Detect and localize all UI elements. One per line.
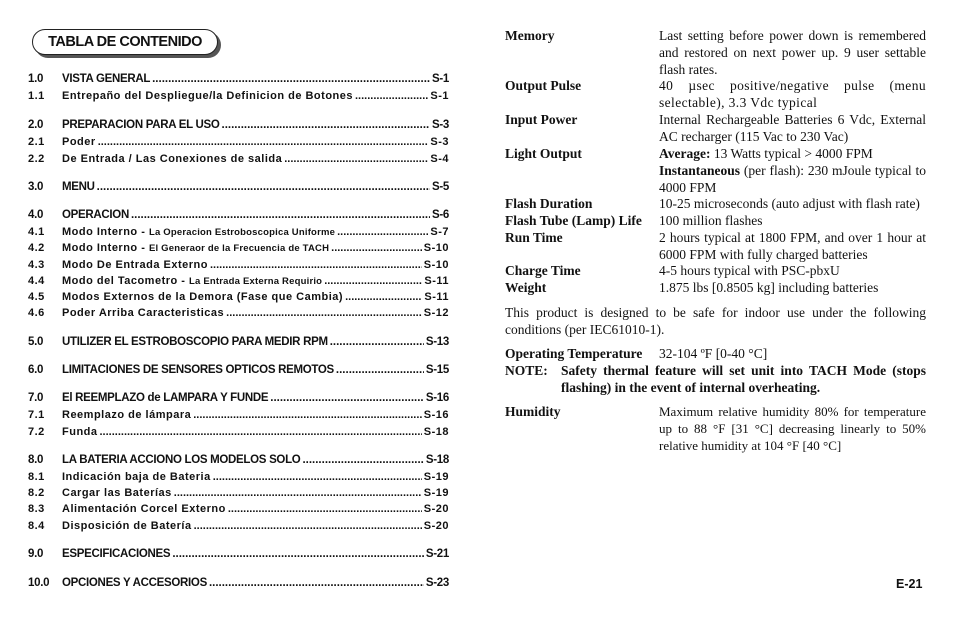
toc-title-text [62,364,334,376]
toc-number: 6.0 [28,364,44,376]
toc-number: 7.2 [28,426,45,438]
toc-title-main: PREPARACION PARA EL USO [62,119,220,131]
toc-page-ref: S-10 [423,259,449,271]
toc-number: 4.0 [28,209,44,221]
toc-title-text [62,409,191,421]
toc-leader-dots [174,487,422,499]
toc-leader-dots [152,73,430,85]
toc-number: 8.0 [28,454,44,466]
spec-label: Input Power [505,112,578,127]
toc-page-ref: S-6 [432,209,449,221]
toc-row [28,548,449,560]
toc-page-ref: S-12 [423,307,449,319]
toc-number: 9.0 [28,548,44,560]
toc-row [28,307,449,319]
toc-row [28,259,449,271]
toc-title-main: Alimentación Corcel Externo [62,503,226,515]
toc-page-ref: S-20 [423,503,449,515]
toc-number: 7.0 [28,392,44,404]
spec-value: 4-5 hours typical with PSC-pbxU [659,263,840,278]
toc-page-ref: S-7 [430,226,449,238]
toc-number: 2.0 [28,119,44,131]
toc-title-text [62,426,98,438]
toc-page-ref: S-16 [423,409,449,421]
toc-page-ref: S-23 [425,577,449,589]
spec-value: 2 hours typical at 1800 FPM, and over 1 hour at 6000 FPM with fully charged batteries [659,230,926,262]
toc-row [28,226,449,238]
page-number: E-21 [896,577,923,591]
toc-row [28,487,449,499]
spec-label: Output Pulse [505,78,582,93]
toc-number: 4.2 [28,242,45,254]
toc-page-ref: S-11 [424,291,449,303]
toc-title-text [62,119,220,131]
toc-row [28,364,449,376]
note-text: Safety thermal feature will set unit into TACH Mode (stops flashing) in the event of internal overheating. [561,363,926,395]
toc-page-ref: S-18 [423,426,449,438]
toc-title-text [62,548,170,560]
toc-number: 8.3 [28,503,45,515]
toc-number: 7.1 [28,409,45,421]
toc-title-text [62,181,95,193]
toc-leader-dots [302,454,423,466]
toc-number: 4.5 [28,291,45,303]
toc-title-text [62,136,96,148]
toc-row [28,392,449,404]
toc-page-ref: S-5 [432,181,449,193]
toc-title-text [62,487,172,499]
toc-page-ref: S-1 [432,73,449,85]
toc-title-text [62,90,353,102]
toc-title: TABLA DE CONTENIDO [32,29,218,55]
toc-title-text [62,259,208,271]
toc-leader-dots [337,226,428,238]
toc-number: 1.0 [28,73,44,85]
toc-leader-dots [345,291,422,303]
spec-label: Flash Duration [505,196,593,211]
toc-title-main: Modo del Tacometro - [62,275,190,287]
spec-value: Last setting before power down is remembered and restored on next power up. 9 user settable flash rates. [659,28,926,77]
toc-title-sub: La Entrada Externa Requirio [189,276,323,287]
toc-title-main: LA BATERIA ACCIONO LOS MODELOS SOLO [62,454,301,466]
spec-label: Memory [505,28,555,43]
toc-row [28,209,449,221]
toc-number: 8.4 [28,520,45,532]
toc-page-ref: S-20 [423,520,449,532]
toc-title-sub: El Generaor de la Frecuencia de TACH [148,243,330,254]
instantaneous-label: Instantaneous [659,163,741,178]
toc-leader-dots [222,119,430,131]
toc-row [28,153,449,165]
toc-title-main: Modo Interno - [62,242,149,254]
toc-title-main: Modo De Entrada Externo [62,259,208,271]
spec-label: Run Time [505,230,563,245]
toc-title-sub: La Operacion Estroboscopica Uniforme [148,227,336,238]
average-value: 13 Watts typical > 4000 FPM [710,146,873,161]
toc-title-main: Poder [62,136,96,148]
toc-leader-dots [226,307,422,319]
toc-title-text [62,275,322,287]
toc-number: 4.4 [28,275,45,287]
toc-number: 5.0 [28,336,44,348]
toc-row [28,577,449,589]
toc-row [28,275,449,287]
toc-leader-dots [324,275,422,287]
toc-leader-dots [330,336,424,348]
spec-value: 40 µsec positive/negative pulse (menu selectable), 3.3 Vdc typical [659,78,926,110]
spec-value: 32-104 ºF [0-40 °C] [659,346,768,361]
toc-title-main: Poder Arriba Caracteristicas [62,307,225,319]
indoor-paragraph: This product is designed to be safe for indoor use under the following conditions (per IEC61010-1). [505,305,926,337]
toc-title-text [62,73,150,85]
toc-row [28,426,449,438]
toc-title-text [62,503,226,515]
spec-label: Flash Tube (Lamp) Life [505,213,642,228]
toc-title-main: Cargar las Baterías [62,487,172,499]
average-label: Average: [659,146,711,161]
toc-page-ref: S-19 [423,487,449,499]
toc-title-main: OPERACION [62,209,129,221]
toc-title-main: Entrepaño del Despliegue/la Definicion de Botones [62,90,353,102]
toc-page-ref: S-21 [425,548,449,560]
toc-title-text [62,209,129,221]
toc-leader-dots [100,426,422,438]
toc-leader-dots [98,136,429,148]
toc-title-main: VISTA GENERAL [62,73,151,85]
toc-title-main: Disposición de Batería [62,520,192,532]
toc-title-main: Modos Externos de la Demora (Fase que Cambia) [62,291,344,303]
toc-row [28,73,449,85]
spec-value: 10-25 microseconds (auto adjust with flash rate) [659,196,920,211]
toc-title-text [62,471,211,483]
toc-leader-dots [209,577,424,589]
toc-row [28,181,449,193]
toc-row [28,242,449,254]
toc-row [28,454,449,466]
toc-leader-dots [213,471,422,483]
toc-title-text [62,392,268,404]
toc-title-main: Modo Interno - [62,226,149,238]
spec-label: Operating Temperature [505,346,643,361]
spec-value: Internal Rechargeable Batteries 6 Vdc, External AC recharger (115 Vac to 230 Vac) [659,112,926,144]
toc-title-main: UTILIZER EL ESTROBOSCOPIO PARA MEDIR RPM [62,336,328,348]
spec-label: Humidity [505,404,561,419]
toc-title-text [62,242,329,254]
toc-leader-dots [131,209,430,221]
toc-title-main: El REEMPLAZO de LAMPARA Y FUNDE [62,392,269,404]
toc-leader-dots [228,503,422,515]
toc-title-main: Indicación baja de Bateria [62,471,211,483]
toc-number: 4.1 [28,226,45,238]
toc-number: 10.0 [28,577,50,589]
toc-number: 8.2 [28,487,45,499]
toc-leader-dots [193,409,422,421]
toc-row [28,90,449,102]
toc-title-main: Funda [62,426,98,438]
spec-value: Maximum relative humidity 80% for temperature up to 88 °F [31 °C] decreasing linearly to 50% relative humidity at 104 °F [40 °C] [659,404,926,453]
spec-label: Charge Time [505,263,581,278]
toc-title-text [62,520,192,532]
toc-title-text [62,577,207,589]
toc-title-main: Reemplazo de lámpara [62,409,192,421]
toc-number: 2.1 [28,136,45,148]
toc-row [28,520,449,532]
spec-value [659,145,926,196]
toc-number: 8.1 [28,471,45,483]
toc-leader-dots [331,242,422,254]
spec-value: 100 million flashes [659,213,763,228]
toc-title-text [62,336,328,348]
toc-page-ref: S-3 [432,119,449,131]
toc-page-ref: S-18 [425,454,449,466]
toc-leader-dots [210,259,422,271]
toc-leader-dots [336,364,424,376]
toc-row [28,119,449,131]
toc-page-ref: S-10 [423,242,449,254]
toc-title-text [62,307,224,319]
toc-leader-dots [97,181,430,193]
toc-leader-dots [172,548,424,560]
toc-title-text [62,226,335,238]
toc-page-ref: S-15 [425,364,449,376]
spec-label: Weight [505,280,547,295]
toc-leader-dots [194,520,422,532]
toc-number: 2.2 [28,153,45,165]
toc-page-ref: S-4 [430,153,449,165]
toc-row [28,471,449,483]
toc-page-ref: S-13 [425,336,449,348]
toc-number: 4.3 [28,259,45,271]
toc-row [28,503,449,515]
spec-label: Light Output [505,146,582,161]
toc-page-ref: S-3 [430,136,449,148]
toc-number: 3.0 [28,181,44,193]
toc-row [28,136,449,148]
toc-number: 4.6 [28,307,45,319]
toc-row [28,336,449,348]
note-label: NOTE: [505,363,548,378]
toc-title-main: ESPECIFICACIONES [62,548,171,560]
toc-row [28,291,449,303]
toc-leader-dots [355,90,428,102]
toc-page-ref: S-11 [424,275,449,287]
toc-page-ref: S-19 [423,471,449,483]
toc-title-main: OPCIONES Y ACCESORIOS [62,577,207,589]
toc-page-ref: S-1 [430,90,449,102]
toc-number: 1.1 [28,90,45,102]
toc-title-main: De Entrada / Las Conexiones de salida [62,153,283,165]
spec-value: 1.875 lbs [0.8505 kg] including batteries [659,280,879,295]
toc-leader-dots [284,153,428,165]
toc-title-main: MENU [62,181,95,193]
toc-row [28,409,449,421]
toc-title-main: LIMITACIONES DE SENSORES OPTICOS REMOTOS [62,364,334,376]
toc-page-ref: S-16 [425,392,449,404]
toc-title-text [62,153,282,165]
toc-title-text [62,454,300,466]
toc-title-text [62,291,343,303]
instantaneous-value: (per flash): 230 mJoule typical to 4000 FPM [659,163,926,195]
toc-leader-dots [270,392,424,404]
